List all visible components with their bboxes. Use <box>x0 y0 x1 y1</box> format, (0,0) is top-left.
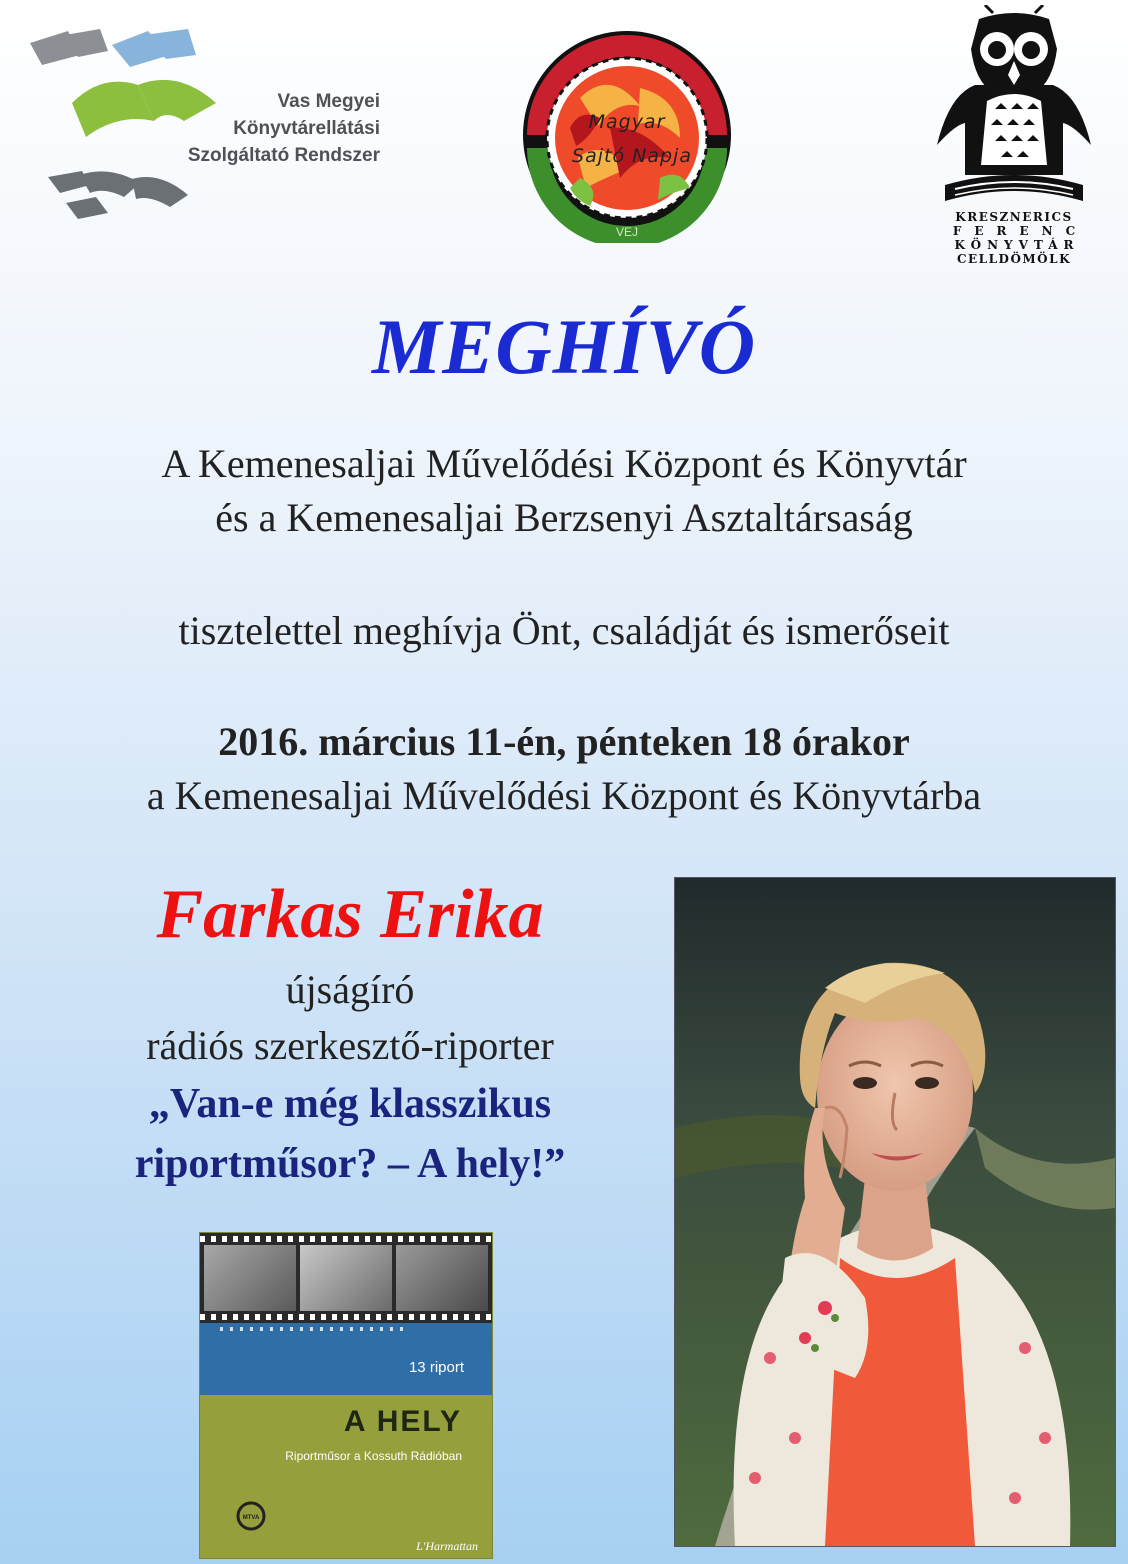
book-cover <box>200 1233 492 1558</box>
owl-logo-line-4: CELLDÖMÖLK <box>956 252 1072 266</box>
speaker-role-1: újságíró <box>285 967 415 1012</box>
vas-logo-line-1: Vas Megyei <box>277 91 380 112</box>
kresznerics-library-logo <box>935 5 1093 215</box>
owl-icon <box>935 5 1093 215</box>
book-description: Riportműsor a Kossuth Rádióban <box>285 1449 462 1463</box>
badge-vej: VEJ <box>615 225 639 239</box>
badge-word-2: Sajtó Napja <box>572 145 692 167</box>
book-subtitle: 13 riport <box>408 1359 464 1376</box>
vas-logo-line-3: Szolgáltató Rendszer <box>187 145 380 166</box>
owl-logo-line-3: KÖNYVTÁR <box>954 238 1080 252</box>
talk-title-line-1: „Van-e még klasszikus <box>148 1081 552 1127</box>
speaker-name: Farkas Erika <box>156 876 544 953</box>
host-line-2: és a Kemenesaljai Berzsenyi Asztaltársaság <box>215 495 913 540</box>
film-strip <box>200 1233 492 1323</box>
event-venue: a Kemenesaljai Művelődési Központ és Könyvtárba <box>146 773 982 818</box>
talk-title-line-2: riportműsor? – A hely!” <box>134 1141 566 1187</box>
invitation-title: MEGHÍVÓ <box>371 303 757 390</box>
film-perforations-top <box>200 1236 492 1242</box>
host-line-1: A Kemenesaljai Művelődési Központ és Könyvtár <box>161 441 967 486</box>
film-frame-1 <box>204 1245 296 1311</box>
speaker-portrait-image <box>675 878 1115 1546</box>
magyar-sajto-napja-logo <box>520 28 735 243</box>
press-day-badge-icon <box>520 28 735 243</box>
film-frame-2 <box>300 1245 392 1311</box>
film-perforations-bottom <box>200 1314 492 1320</box>
invitation-line: tisztelettel meghívja Önt, családját és ismerőseit <box>178 608 950 653</box>
mtva-logo-icon <box>236 1501 266 1531</box>
badge-word-1: Magyar <box>588 111 666 133</box>
book-title: A HELY <box>343 1405 462 1438</box>
owl-logo-line-2: FERENC <box>952 224 1089 238</box>
vas-megyei-logo-text <box>130 88 380 169</box>
book-publisher: L'Harmattan <box>416 1539 478 1553</box>
event-datetime: 2016. március 11-én, pénteken 18 órakor <box>218 719 910 764</box>
vas-logo-line-2: Könyvtárellátási <box>233 118 380 139</box>
mtva-badge: MTVA <box>242 1515 260 1521</box>
book-dotted-line <box>220 1327 410 1331</box>
kresznerics-logo-text <box>935 210 1093 266</box>
speaker-role-2: rádiós szerkesztő-riporter <box>146 1023 554 1068</box>
film-frame-3 <box>396 1245 488 1311</box>
owl-logo-line-1: KRESZNERICS <box>955 210 1073 224</box>
speaker-photo <box>675 878 1115 1546</box>
